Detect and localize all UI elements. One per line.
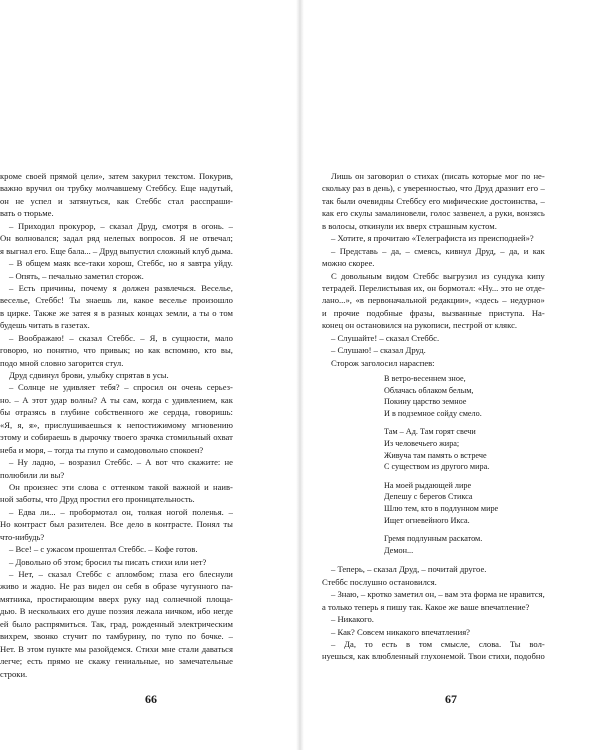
text-line: – Солнце не удивляет тебя? – спросил он очень серьез- bbox=[9, 382, 233, 393]
poem-verse-line: Ищет огневейного Икса. bbox=[384, 515, 470, 525]
text-line: – Приходил прокурор, – сказал Друд, смотря в огонь. – bbox=[9, 220, 233, 231]
poem-stanza bbox=[384, 426, 545, 472]
text-line: – Как? Совсем никакого впечатления? bbox=[331, 626, 471, 637]
text-line: в цирке. Также же затея я в разных концах земли, а ты о том bbox=[0, 307, 233, 318]
poem-verse-line: Из человечьего жира; bbox=[384, 438, 460, 448]
text-line: – Никакого. bbox=[331, 614, 374, 625]
text-line: – Есть причины, почему я должен развлечься. Весельe, bbox=[9, 282, 233, 293]
text-line: Стеббс послушно остановился. bbox=[322, 576, 437, 587]
text-line: так были очевидны Стеббсу его мифические достоинства, – bbox=[322, 195, 545, 206]
text-line: – Едва ли... – пробормотал он, толкая ногой поленья. – bbox=[9, 506, 233, 517]
text-line: вать о тюрьме. bbox=[0, 208, 54, 219]
poem-verse-line: Гремя подлунным раскатом. bbox=[384, 534, 483, 544]
text-line: мятника, простирающим вверх руку над солнечной площа- bbox=[0, 593, 233, 604]
text-line: но. – А этот удар волны? А ты сам, когда с удивлением, как bbox=[0, 394, 233, 405]
text-line: полюбили ли вы? bbox=[0, 469, 65, 480]
poem-stanza bbox=[384, 533, 545, 556]
text-line: скольку раз в день), с уверенностью, что Друд дразнит его – bbox=[322, 183, 545, 194]
text-line: С довольным видом Стеббс выгрузил из сундука кипу bbox=[331, 270, 545, 281]
text-line: «Я, я, я», прислушиваешься к непостижимому мгновению bbox=[0, 419, 233, 430]
text-line: и прочие подобные фразы, вызванные приступа. На- bbox=[322, 307, 545, 318]
text-line: конец он остановился на рукописи, пестрой от клякс. bbox=[322, 320, 518, 331]
text-line: – Опять, – печально заметил сторож. bbox=[9, 270, 144, 281]
text-line: говорю, но понятно, что привык; но как вспомню, кто вы, bbox=[0, 345, 233, 356]
text-line: – В общем маяк все-таки хорош, Стеббс, но я завтра уйду. bbox=[9, 258, 233, 269]
text-line: веселье, Стеббс! Ты знаешь ли, какое веселье произошло bbox=[0, 295, 233, 306]
text-line: Нет. В этом пункте мы разойдемся. Стихи мне стали даваться bbox=[0, 643, 233, 654]
text-line: неба и моря, – тогда ты глупо и самодовольно спокоен? bbox=[0, 444, 204, 455]
text-line: – Теперь, – сказал Друд, – почитай другое. bbox=[331, 564, 487, 575]
book-gutter bbox=[296, 0, 304, 750]
poem-verse-line: Там – Ад. Там горят свечи bbox=[384, 427, 476, 437]
poem-verse-line: Депешу с берегов Стикса bbox=[384, 492, 473, 502]
text-line: – Воображаю! – сказал Стеббс. – Я, в сущности, мало bbox=[9, 332, 233, 343]
text-line: будешь читать в газетах. bbox=[0, 320, 90, 331]
text-line: Сторож заголосил нараспев: bbox=[331, 357, 435, 368]
poem-verse-line: Облачась облаком белым, bbox=[384, 385, 474, 395]
text-line: ной заботы, что Друд простил его проницательность. bbox=[0, 494, 195, 505]
text-line: этому и собираешь в дырочку твоего зрачка стомильный охват bbox=[0, 432, 233, 443]
text-line: подо мной словно загорится стул. bbox=[0, 357, 124, 368]
text-line: – Представь – да, – смеясь, кивнул Друд, – да, и как bbox=[331, 245, 545, 256]
poem-verse-line: В ветро-весеннем зное, bbox=[384, 374, 466, 383]
text-line: живо и жадно. Не раз видел он себя в образе чугунного па- bbox=[0, 581, 233, 592]
text-line: тетрадей. Перелистывая их, он бормотал: «Ну... это не отде- bbox=[322, 282, 545, 293]
text-line: бы отразясь в глубине собственного же сердца, говоришь: bbox=[0, 407, 233, 418]
text-line: кроме своей прямой цели», затем закурил текстом. Покурив, bbox=[0, 171, 233, 181]
text-line: важно вручил он трубку молчавшему Стеббсу. Еще надутый, bbox=[0, 183, 233, 194]
text-line: – Слушайте! – сказал Стеббс. bbox=[331, 332, 440, 343]
text-line: Но контраст был разителен. Все дело в контрасте. Понял ты bbox=[0, 519, 233, 530]
text-line: – Довольно об этом; бросил ты писать стихи или нет? bbox=[9, 556, 207, 567]
text-line: – Знаю, – кротко заметил он, – вам эта форма не нравится, bbox=[331, 589, 545, 600]
poem-stanza bbox=[384, 480, 545, 526]
poem-verse-line: С существом из другого мира. bbox=[384, 462, 490, 472]
poem-verse-line: Демон... bbox=[384, 545, 414, 555]
text-line: он не успел и затянуться, как Стеббс стал расспраши- bbox=[0, 195, 233, 206]
text-line: легче; есть прямо не скажу гениальные, но замечательные bbox=[0, 656, 233, 667]
text-line: вихрем, звонко стучит по тамбурину, по тупо по бочке. – bbox=[0, 631, 233, 642]
poem-verse-line: Шлю тем, кто в подлунном мире bbox=[384, 503, 499, 513]
text-line: что-нибудь? bbox=[0, 531, 45, 542]
text-line: Он произнес эти слова с оттенком такой важной и наив- bbox=[9, 481, 233, 492]
text-line: Он волновался; задал ряд нелепых вопросов. Я не отвечал; bbox=[0, 233, 233, 244]
left-page-text bbox=[0, 170, 233, 680]
text-line: ей было распрямиться. Так, град, рожденный электрическим bbox=[0, 618, 233, 629]
text-line: – Ну ладно, – возразил Стеббс. – А вот что скажите: не bbox=[9, 457, 233, 468]
poem-verse-line: Покину царство земное bbox=[384, 397, 467, 407]
text-line: я выгнал его. Еще бала... – Друд выпустил сложный клуб дыма. bbox=[0, 245, 233, 256]
text-line: строки. bbox=[0, 668, 28, 679]
poem-stanza bbox=[384, 373, 545, 419]
text-line: – Все! – с ужасом прошептал Стеббс. – Кофе готов. bbox=[9, 544, 198, 555]
page-number-right: 67 bbox=[445, 692, 457, 706]
poem-block bbox=[384, 373, 545, 556]
text-line: – Слушаю! – сказал Друд. bbox=[331, 345, 426, 356]
text-line: Лишь он заговорил о стихах (писать которые мог по не- bbox=[331, 171, 545, 181]
text-line: – Нет, – сказал Стеббс с апломбом; глаза его блеснули bbox=[9, 569, 233, 579]
text-line: – Да, то есть в том смысле, слова. Ты вол- bbox=[331, 638, 545, 649]
text-line: нуешься, как влюбленный глухонемой. Твои стихи, подобно bbox=[322, 651, 545, 662]
text-line: в волосы, откинули их вверх страшным кустом. bbox=[322, 220, 497, 231]
poem-verse-line: Живуча там память о встрече bbox=[384, 450, 487, 460]
right-page-text bbox=[322, 170, 545, 663]
text-line: а только теперь я пишу так. Какое же ваше впечатление? bbox=[322, 601, 530, 612]
text-line: как его скулы замалиновели, голос зазвенел, а руки, вонзясь bbox=[322, 208, 545, 219]
text-line: – Хотите, я прочитаю «Телеграфиста из преисподней»? bbox=[331, 233, 534, 244]
poem-verse-line: На моей рыдающей лире bbox=[384, 480, 472, 490]
text-line: дью. В нескольких его душе поэзия лежала ничком, ибо негде bbox=[0, 606, 233, 617]
poem-verse-line: И в подземное сойду смело. bbox=[384, 408, 482, 418]
text-line: можно скорее. bbox=[322, 258, 375, 269]
text-line: Друд сдвинул брови, улыбку спрятав в усы. bbox=[9, 370, 169, 380]
page-number-left: 66 bbox=[145, 692, 157, 706]
text-line: лано...», «в первоначальной редакции», «здесь – недурно» bbox=[322, 295, 545, 306]
